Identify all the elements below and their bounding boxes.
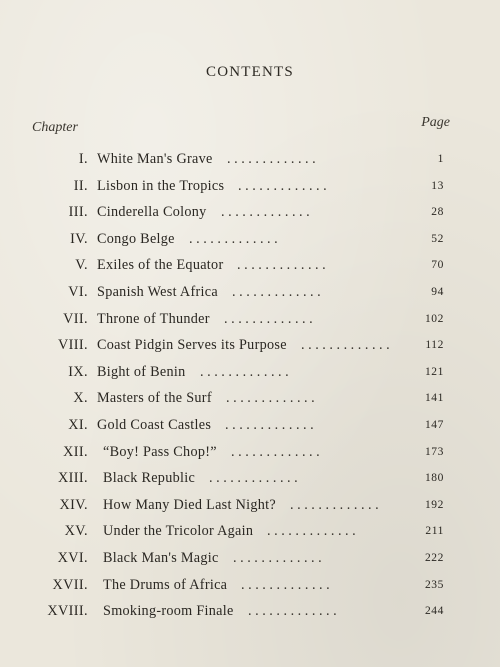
chapter-title: White Man's Grave xyxy=(97,151,213,167)
chapter-number: VI. xyxy=(68,283,88,300)
toc-entry xyxy=(0,545,500,572)
dot-leader: . . . . . . . . . . . . . xyxy=(189,230,278,247)
toc-entry xyxy=(0,465,500,492)
toc-entry xyxy=(0,252,500,279)
chapter-title: Congo Belge xyxy=(97,230,175,247)
toc-entry xyxy=(0,146,500,173)
page-number: 180 xyxy=(424,472,444,485)
toc-entry xyxy=(0,572,500,599)
dot-leader: . . . . . . . . . . . . . xyxy=(209,470,298,487)
page-number: 235 xyxy=(424,578,444,591)
toc-entry xyxy=(0,385,500,412)
chapter-number: XVII. xyxy=(52,576,88,593)
chapter-number: XI. xyxy=(68,416,88,433)
chapter-number: II. xyxy=(73,177,88,194)
page-number: 121 xyxy=(424,365,444,378)
chapter-number: III. xyxy=(68,204,88,221)
chapter-number: IV. xyxy=(70,230,88,247)
dot-leader: . . . . . . . . . . . . . xyxy=(238,177,327,194)
chapter-title: The Drums of Africa xyxy=(103,576,228,593)
page-number: 211 xyxy=(425,525,444,538)
toc-entry xyxy=(0,518,500,545)
chapter-title: Gold Coast Castles xyxy=(97,416,212,433)
chapter-title: Masters of the Surf xyxy=(97,390,212,407)
page-number: 102 xyxy=(424,312,444,325)
page-number: 112 xyxy=(425,339,444,352)
page-number: 70 xyxy=(431,259,444,272)
chapter-title: Spanish West Africa xyxy=(97,283,218,300)
chapter-title: Exiles of the Equator xyxy=(97,257,224,274)
toc-entry xyxy=(0,492,500,519)
chapter-number: XII. xyxy=(63,443,88,460)
dot-leader: . . . . . . . . . . . . . xyxy=(233,549,322,566)
page-number: 1 xyxy=(437,153,444,165)
page-column-header: Page xyxy=(421,115,450,130)
chapter-title: Smoking-room Finale xyxy=(103,603,234,620)
dot-leader: . . . . . . . . . . . . . xyxy=(290,496,379,513)
page-number: 147 xyxy=(424,418,444,431)
dot-leader: . . . . . . . . . . . . . xyxy=(225,416,314,433)
toc-entry xyxy=(0,306,500,333)
chapter-title: Under the Tricolor Again xyxy=(103,523,254,540)
chapter-title: “Boy! Pass Chop!” xyxy=(103,443,217,460)
page-number: 244 xyxy=(424,605,444,618)
chapter-title: Cinderella Colony xyxy=(97,204,207,221)
chapter-number: V. xyxy=(75,257,88,274)
page-number: 173 xyxy=(424,445,444,458)
page-number: 222 xyxy=(424,551,444,564)
page-number: 52 xyxy=(431,232,444,245)
chapter-number: XVI. xyxy=(57,549,88,566)
dot-leader: . . . . . . . . . . . . . xyxy=(224,310,313,327)
toc-entry xyxy=(0,173,500,200)
toc-entry xyxy=(0,412,500,439)
chapter-number: VIII. xyxy=(58,337,88,354)
chapter-number: XIV. xyxy=(59,496,88,513)
page-number: 192 xyxy=(424,498,444,511)
chapter-title: Throne of Thunder xyxy=(97,310,210,327)
chapter-title: Black Republic xyxy=(103,470,196,487)
dot-leader: . . . . . . . . . . . . . xyxy=(241,576,330,593)
page-number: 13 xyxy=(431,179,444,192)
chapter-number: IX. xyxy=(68,363,88,380)
dot-leader: . . . . . . . . . . . . . xyxy=(200,363,289,380)
chapter-number: XVIII. xyxy=(47,603,88,620)
dot-leader: . . . . . . . . . . . . . xyxy=(248,603,337,620)
dot-leader: . . . . . . . . . . . . . xyxy=(267,523,356,540)
dot-leader: . . . . . . . . . . . . . xyxy=(231,443,320,460)
toc-entry xyxy=(0,598,500,625)
toc-entry xyxy=(0,332,500,359)
toc-entry xyxy=(0,359,500,386)
chapter-title: How Many Died Last Night? xyxy=(103,496,276,513)
dot-leader: . . . . . . . . . . . . . xyxy=(237,257,326,274)
chapter-number: XV. xyxy=(64,523,88,540)
dot-leader: . . . . . . . . . . . . . xyxy=(232,283,321,300)
dot-leader: . . . . . . . . . . . . . xyxy=(227,151,316,167)
chapter-number: VII. xyxy=(63,310,88,327)
chapter-title: Bight of Benin xyxy=(97,363,186,380)
chapter-number: X. xyxy=(73,390,88,407)
toc-entry xyxy=(0,226,500,253)
page-number: 28 xyxy=(431,206,444,219)
page-number: 141 xyxy=(424,392,444,405)
toc-entry xyxy=(0,279,500,306)
toc-entry xyxy=(0,439,500,466)
page-title: CONTENTS xyxy=(206,64,294,80)
chapter-number: I. xyxy=(78,151,88,167)
toc-entry xyxy=(0,199,500,226)
page-number: 94 xyxy=(431,285,444,298)
chapter-column-header: Chapter xyxy=(32,120,78,135)
chapter-number: XIII. xyxy=(58,470,88,487)
dot-leader: . . . . . . . . . . . . . xyxy=(226,390,315,407)
dot-leader: . . . . . . . . . . . . . xyxy=(221,204,310,221)
table-of-contents xyxy=(0,146,500,625)
chapter-title: Black Man's Magic xyxy=(103,549,219,566)
chapter-title: Lisbon in the Tropics xyxy=(97,177,225,194)
dot-leader: . . . . . . . . . . . . . xyxy=(301,337,390,354)
chapter-title: Coast Pidgin Serves its Purpose xyxy=(97,337,287,354)
